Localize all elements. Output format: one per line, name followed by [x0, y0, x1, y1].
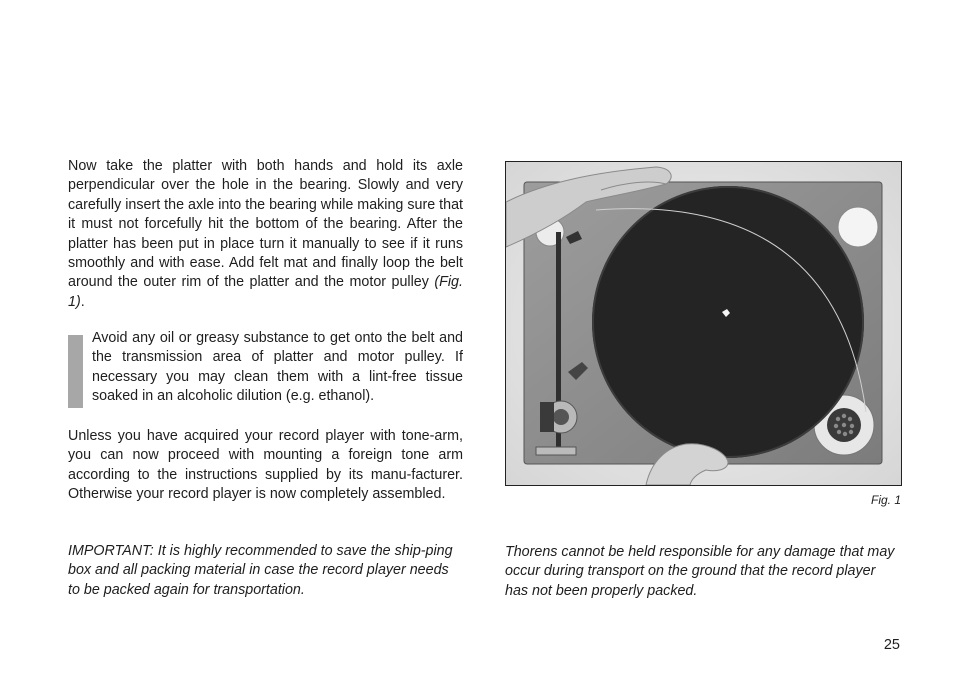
paragraph-tonearm: Unless you have acquired your record player with tone-arm, you can now proceed with mounting a foreign tone arm according to the instructions supplied by its manu-facturer. Otherwise your record player is now completely assembled. — [68, 428, 463, 503]
note-marker-bar — [68, 335, 83, 408]
figure-turntable-photo — [505, 161, 902, 486]
paragraph-platter-install — [68, 157, 463, 312]
tonearm-rest — [536, 447, 576, 455]
page-number: 25 — [883, 637, 900, 653]
caution-note-text: Avoid any oil or greasy substance to get onto the belt and the transmission area of platter and motor pulley. If necessary you may clean them with a lint-free tissue soaked in an alcoholic dilution (e.g. ethanol). — [92, 330, 463, 405]
paragraph-end: . — [80, 293, 85, 310]
figure-reference: (Fig. 1) — [68, 274, 463, 310]
paragraph-text: Now take the platter with both hands and hold its axle perpendicular over the hole in the bearing. Slowly and very carefully insert the axle into the bearing while making sure that it must not forcefully hit the bottom of the bearing. After the platter has been put in place turn it manually to see if it runs smoothly and with ease. Add felt mat and finally loop the belt around the outer rim of the platter and the motor pulley — [68, 158, 463, 291]
figure-caption: Fig. 1 — [870, 493, 901, 507]
caution-note — [68, 329, 463, 407]
paragraph-disclaimer: Thorens cannot be held responsible for any damage that may occur during transport on the ground that the record player has not been properly packed. — [505, 544, 895, 599]
paragraph-important: IMPORTANT: It is highly recommended to save the ship-ping box and all packing material in case the record player needs to be packed again for transportation. — [68, 543, 453, 598]
tonearm-counterweight — [540, 402, 554, 432]
turntable-illustration — [506, 162, 901, 485]
corner-cap-top-right — [838, 207, 878, 247]
